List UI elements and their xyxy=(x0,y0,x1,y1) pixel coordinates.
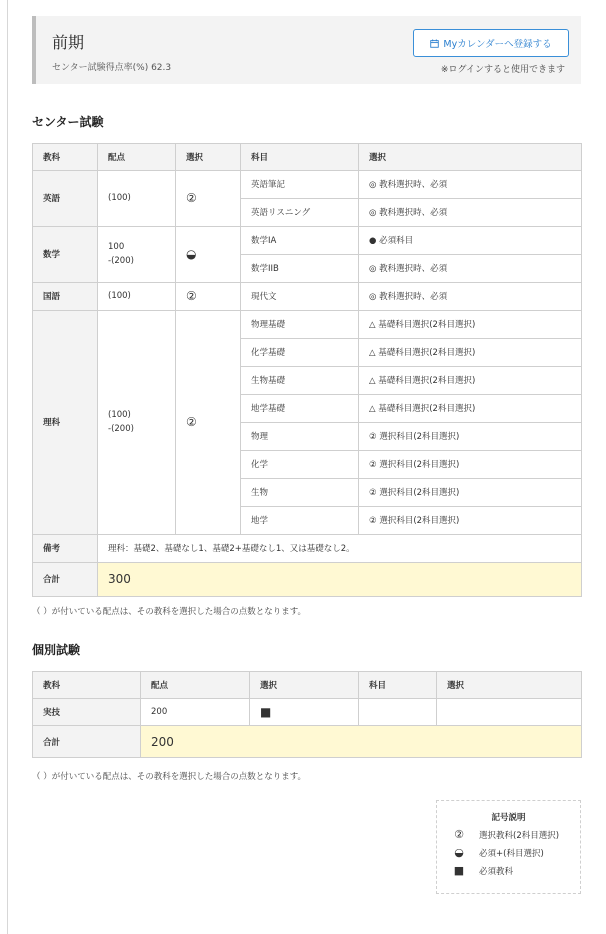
col-subject-header: 教科 xyxy=(33,144,98,171)
legend-text: 必須教科 xyxy=(479,866,514,877)
col-course-header: 科目 xyxy=(359,672,437,699)
points-math xyxy=(98,226,176,282)
points-range: -(200) xyxy=(108,256,134,267)
table-row xyxy=(33,699,582,726)
points-value: 100 xyxy=(108,242,125,253)
individual-footnote: （ ）が付いている配点は、その教科を選択した場合の点数となります。 xyxy=(32,772,307,782)
table-row xyxy=(33,310,582,338)
remarks-text: 理科：基礎2、基礎なし1、基礎2+基礎なし1、又は基礎なし2。 xyxy=(98,534,582,562)
course-name: 現代文 xyxy=(241,282,359,310)
course-choice: ◎ 教科選択時、必須 xyxy=(359,198,582,226)
subject-practical: 実技 xyxy=(33,699,141,726)
points-science xyxy=(98,310,176,534)
col-choice-header: 選択 xyxy=(437,672,582,699)
points-practical: 200 xyxy=(141,699,250,726)
login-note: ※ログインすると使用できます xyxy=(440,65,565,75)
legend-text: 選択教科(2科目選択) xyxy=(479,830,560,841)
course-name: 生物 xyxy=(241,478,359,506)
course-name: 地学 xyxy=(241,506,359,534)
center-footnote: （ ）が付いている配点は、その教科を選択した場合の点数となります。 xyxy=(32,607,307,617)
legend-symbol: ■ xyxy=(453,864,465,877)
course-choice: ◎ 教科選択時、必須 xyxy=(359,171,582,199)
table-row xyxy=(33,226,582,254)
course-name: 化学 xyxy=(241,450,359,478)
course-name: 地学基礎 xyxy=(241,394,359,422)
points-japanese: (100) xyxy=(98,282,176,310)
subject-japanese: 国語 xyxy=(33,282,98,310)
total-row xyxy=(33,562,582,596)
table-header-row xyxy=(33,672,582,699)
table-row xyxy=(33,171,582,199)
col-points-header: 配点 xyxy=(141,672,250,699)
total-row xyxy=(33,726,582,758)
course-choice: ② 選択科目(2科目選択) xyxy=(359,422,582,450)
col-course-header: 科目 xyxy=(241,144,359,171)
course-choice-empty xyxy=(437,699,582,726)
subject-math: 数学 xyxy=(33,226,98,282)
course-choice: ② 選択科目(2科目選択) xyxy=(359,478,582,506)
course-name: 化学基礎 xyxy=(241,338,359,366)
legend-item xyxy=(437,828,580,841)
total-value: 200 xyxy=(141,726,582,758)
col-points-header: 配点 xyxy=(98,144,176,171)
center-exam-table xyxy=(32,143,582,597)
center-score-rate: センター試験得点率(%) 62.3 xyxy=(52,63,172,73)
course-name: 英語筆記 xyxy=(241,171,359,199)
course-choice: △ 基礎科目選択(2科目選択) xyxy=(359,394,582,422)
table-header-row xyxy=(33,144,582,171)
remarks-row xyxy=(33,534,582,562)
legend-item xyxy=(437,846,580,859)
subject-science: 理科 xyxy=(33,310,98,534)
total-label: 合計 xyxy=(33,726,141,758)
course-choice: △ 基礎科目選択(2科目選択) xyxy=(359,338,582,366)
left-divider xyxy=(7,0,8,934)
individual-exam-heading: 個別試験 xyxy=(32,643,81,657)
total-value: 300 xyxy=(98,562,582,596)
course-choice: ② 選択科目(2科目選択) xyxy=(359,450,582,478)
points-range: -(200) xyxy=(108,424,134,435)
course-name: 数学IA xyxy=(241,226,359,254)
course-choice: △ 基礎科目選択(2科目選択) xyxy=(359,366,582,394)
legend-item xyxy=(437,864,580,877)
col-select-header: 選択 xyxy=(250,672,359,699)
col-select-header: 選択 xyxy=(176,144,241,171)
course-choice: ● 必須科目 xyxy=(359,226,582,254)
calendar-icon xyxy=(430,39,439,48)
course-choice: ◎ 教科選択時、必須 xyxy=(359,282,582,310)
select-symbol-science: ② xyxy=(176,310,241,534)
course-name: 数学IIB xyxy=(241,254,359,282)
center-exam-heading: センター試験 xyxy=(32,115,104,129)
legend-symbol: ◒ xyxy=(454,846,464,859)
table-row xyxy=(33,282,582,310)
legend-symbol: ② xyxy=(454,828,464,841)
page-title: 前期 xyxy=(52,33,85,52)
select-symbol-math: ◒ xyxy=(176,226,241,282)
select-symbol-english: ② xyxy=(176,171,241,227)
col-choice-header: 選択 xyxy=(359,144,582,171)
course-name: 生物基礎 xyxy=(241,366,359,394)
individual-exam-table xyxy=(32,671,582,758)
course-name-empty xyxy=(359,699,437,726)
legend-title: 記号説明 xyxy=(491,813,526,823)
course-name: 物理基礎 xyxy=(241,310,359,338)
select-symbol-japanese: ② xyxy=(176,282,241,310)
course-name: 英語リスニング xyxy=(241,198,359,226)
remarks-label: 備考 xyxy=(33,534,98,562)
points-value: (100) xyxy=(108,410,131,421)
select-symbol-practical: ■ xyxy=(250,699,359,726)
calendar-register-button[interactable] xyxy=(413,29,569,57)
subject-english: 英語 xyxy=(33,171,98,227)
calendar-register-label: Myカレンダーへ登録する xyxy=(443,39,552,50)
points-english: (100) xyxy=(98,171,176,227)
symbol-legend xyxy=(436,800,581,894)
course-choice: △ 基礎科目選択(2科目選択) xyxy=(359,310,582,338)
course-choice: ◎ 教科選択時、必須 xyxy=(359,254,582,282)
col-subject-header: 教科 xyxy=(33,672,141,699)
course-name: 物理 xyxy=(241,422,359,450)
exam-header xyxy=(32,16,581,84)
course-choice: ② 選択科目(2科目選択) xyxy=(359,506,582,534)
total-label: 合計 xyxy=(33,562,98,596)
legend-text: 必須+(科目選択) xyxy=(479,848,544,859)
